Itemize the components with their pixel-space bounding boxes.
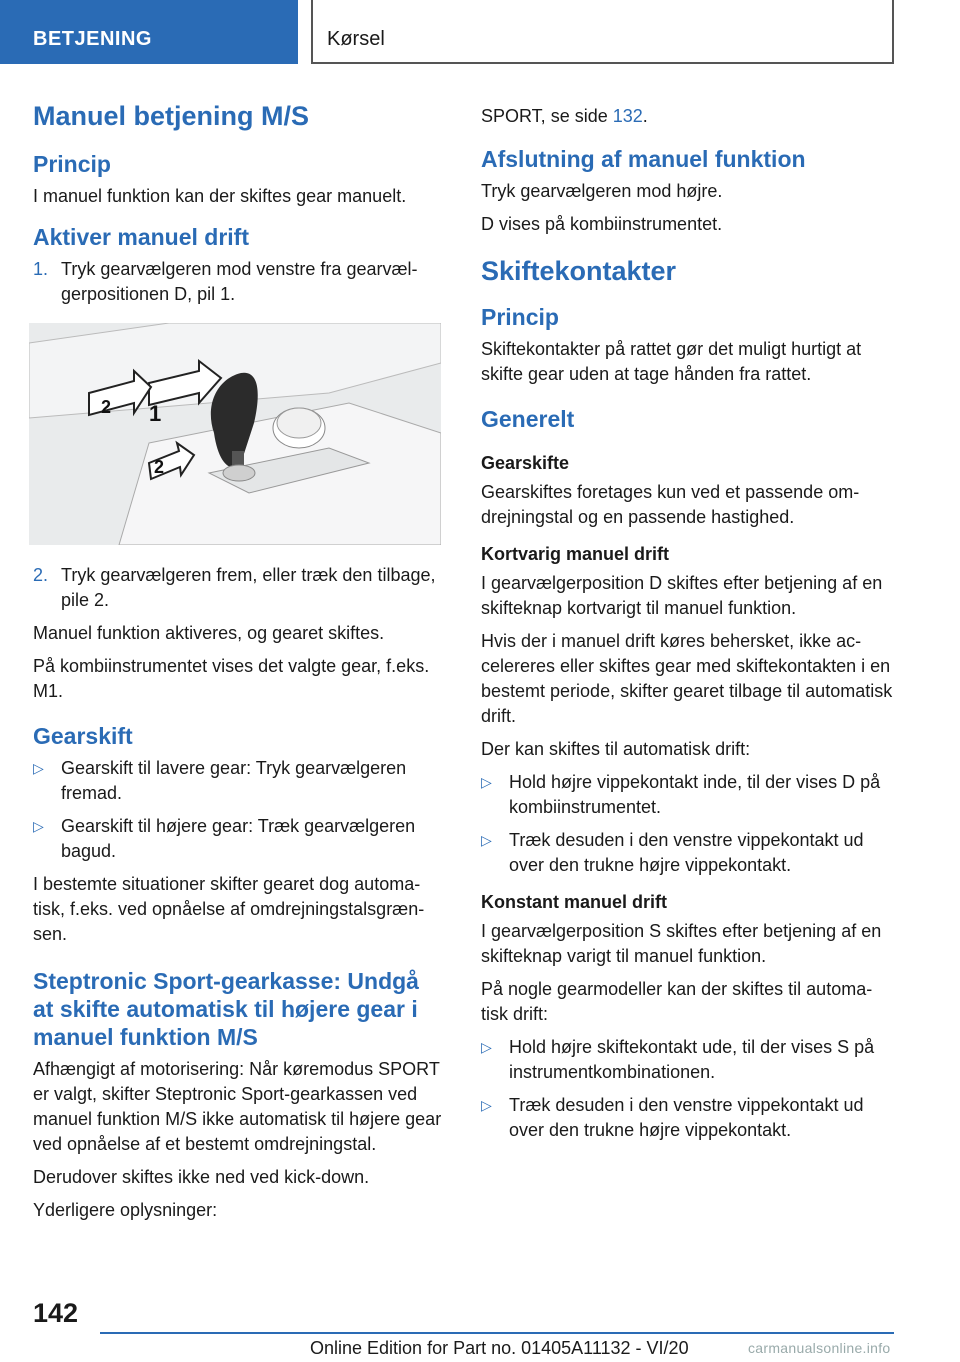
display-text: På kombiinstrumentet vises det valgte gear, f.eks. M1.: [33, 656, 430, 701]
gear-item: [33, 814, 445, 864]
general-heading: Generelt: [481, 406, 575, 432]
gearshift-heading: Gearskift: [33, 723, 133, 749]
page-link-132[interactable]: 132: [612, 106, 643, 126]
footer-rule: [100, 1332, 894, 1334]
short-item-text: Træk desuden i den venstre vippekontakt ud over den trukne højre vippekontakt.: [509, 830, 864, 875]
gear-item-text: Gearskift til højere gear: Træk gearvælgeren bagud.: [61, 816, 416, 861]
principle-text: I manuel funktion kan der skiftes gear manuelt.: [33, 186, 407, 206]
end-manual-text-2: D vises på kombiinstrumentet.: [481, 214, 723, 234]
right-column: [481, 104, 893, 1151]
paddles-principle-text: Skiftekontakter på rattet gør det muligt hurtigt at skifte gear uden at tage hånden fra rattet.: [481, 339, 862, 384]
left-column: [33, 100, 445, 1231]
constant-manual-text-1: I gearvælgerposition S skiftes efter betjening af en skifteknap varigt til manuel funktion.: [481, 921, 882, 966]
short-manual-text-1: I gearvælgerposition D skiftes efter betjening af en skifteknap kortvarigt til manuel funktion.: [481, 573, 883, 618]
figure-label-2-top: 2: [101, 397, 112, 417]
steptronic-text: Afhængigt af motorisering: Når køremodus SPORT er valgt, skifter Steptronic Sport-gearkassen ved manuel funktion M/S ikke automatisk til højere gear ved opnåelse af et bestemt omdrejningstal.: [33, 1059, 442, 1154]
sport-ref-prefix: SPORT, se side: [481, 106, 613, 126]
gear-selector-illustration: [29, 323, 441, 545]
const-item-text: Hold højre skiftekontakt ude, til der vises S på instrumentkombinationen.: [509, 1037, 875, 1082]
short-item: [481, 828, 893, 878]
kickdown-text: Derudover skiftes ikke ned ved kick-down.: [33, 1167, 370, 1187]
triangle-bullet-icon: ▷: [33, 818, 44, 834]
const-item-text: Træk desuden i den venstre vippekontakt ud over den trukne højre vippekontakt.: [509, 1095, 864, 1140]
steptronic-heading: Steptronic Sport-gearkasse: Undgå at skifte automatisk til højere gear i manuel funktion M/S: [33, 968, 419, 1050]
figure-label-1: 1: [149, 401, 162, 426]
step-1-number: 1.: [33, 259, 49, 279]
more-info-text: Yderligere oplysninger:: [33, 1200, 218, 1220]
figure-label-2-bottom: 2: [154, 457, 165, 477]
short-item: [481, 770, 893, 820]
sport-reference: [481, 104, 893, 129]
watermark: carmanualsonline.info: [748, 1340, 891, 1356]
short-manual-subheading: Kortvarig manuel drift: [481, 544, 670, 564]
step-1-text: Tryk gearvælgeren mod venstre fra gearvælgerpositionen D, pil 1.: [61, 259, 418, 304]
triangle-bullet-icon: ▷: [33, 760, 44, 776]
gear-selector-figure: [29, 323, 441, 545]
paddles-heading: Skiftekontakter: [481, 256, 677, 286]
header-chapter-label: Kørsel: [327, 28, 385, 50]
header-chapter-box: [311, 0, 894, 64]
footer-edition: Online Edition for Part no. 01405A11132 - VI/20: [310, 1338, 689, 1358]
short-manual-text-2: Hvis der i manuel drift køres behersket, ikke accelereres eller skiftes gear med skiftekontakten i en bestemt periode, skifter gearet tilbage til automatisk drift.: [481, 631, 893, 726]
activate-heading: Aktiver manuel drift: [33, 224, 249, 250]
const-item: [481, 1093, 893, 1143]
gear-item: [33, 756, 445, 806]
header-section-tab: [0, 0, 298, 64]
const-item: [481, 1035, 893, 1085]
step-2-text: Tryk gearvælgeren frem, eller træk den tilbage, pile 2.: [61, 565, 436, 610]
paddles-principle-heading: Princip: [481, 304, 559, 330]
short-item-text: Hold højre vippekontakt inde, til der vises D på kombiinstrumentet.: [509, 772, 881, 817]
triangle-bullet-icon: ▷: [481, 832, 492, 848]
activated-text: Manuel funktion aktiveres, og gearet skiftes.: [33, 623, 385, 643]
page-number: 142: [33, 1298, 79, 1328]
step-2: [33, 563, 445, 613]
step-1: [33, 257, 445, 307]
end-manual-heading: Afslutning af manuel funktion: [481, 146, 806, 172]
end-manual-text-1: Tryk gearvælgeren mod højre.: [481, 181, 723, 201]
principle-heading: Princip: [33, 151, 111, 177]
triangle-bullet-icon: ▷: [481, 774, 492, 790]
page-title: Manuel betjening M/S: [33, 101, 310, 131]
triangle-bullet-icon: ▷: [481, 1097, 492, 1113]
triangle-bullet-icon: ▷: [481, 1039, 492, 1055]
situations-text: I bestemte situationer skifter gearet dog automatisk, f.eks. ved opnåelse af omdrejningstalsgrænsen.: [33, 874, 425, 944]
gear-item-text: Gearskift til lavere gear: Tryk gearvælgeren fremad.: [61, 758, 407, 803]
header-section-label: BETJENING: [33, 28, 152, 50]
short-manual-text-3: Der kan skiftes til automatisk drift:: [481, 739, 751, 759]
constant-manual-text-2: På nogle gearmodeller kan der skiftes til automatisk drift:: [481, 979, 873, 1024]
gearshift-text: Gearskiftes foretages kun ved et passende omdrejningstal og en passende hastighed.: [481, 482, 860, 527]
sport-ref-suffix: .: [642, 106, 648, 126]
gearshift-subheading: Gearskifte: [481, 453, 570, 473]
step-2-number: 2.: [33, 565, 49, 585]
constant-manual-subheading: Konstant manuel drift: [481, 892, 668, 912]
